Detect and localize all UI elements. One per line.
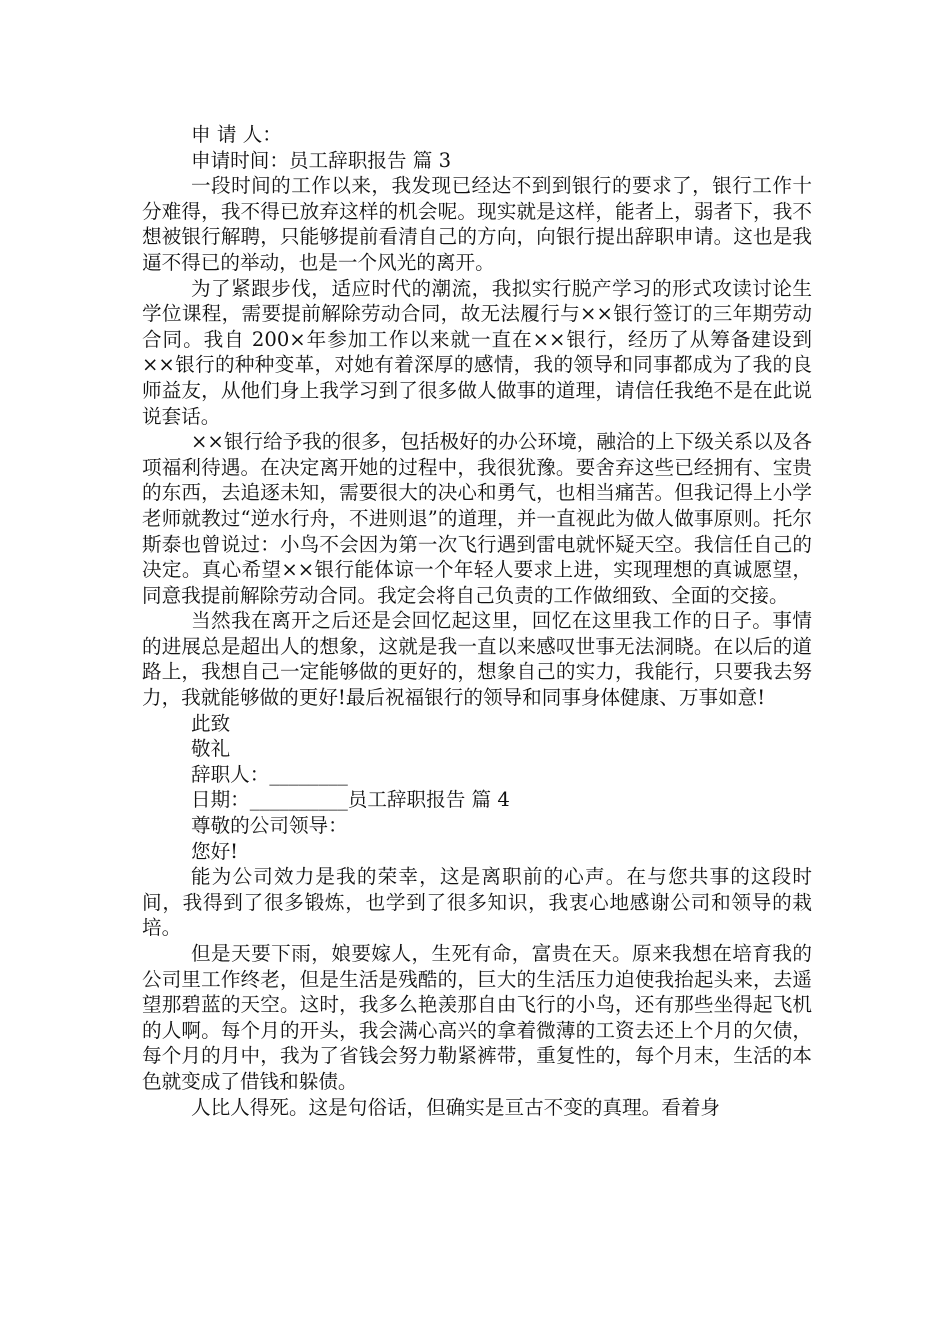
applicant-line: 申 请 人： — [191, 123, 282, 146]
date-line: 日期：__________员工辞职报告 篇 4 — [191, 788, 510, 812]
paragraph-1: 一段时间的工作以来，我发现已经达不到到银行的要求了，银行工作十分难得，我不得已放弃这样的机会呢。现实就是这样，能者上，弱者下，我不想被银行解聘，只能够提前看清自己的方向，向银行提出辞职申请。这也是我逼不得已的举动，也是一个风光的离开。 — [142, 174, 812, 274]
closing-line-1: 此致 — [191, 711, 231, 735]
paragraph-7: 人比人得死。这是句俗话，但确实是亘古不变的真理。看着身 — [191, 1095, 721, 1119]
closing-line-2: 敬礼 — [191, 737, 231, 761]
paragraph-3: ××银行给予我的很多，包括极好的办公环境，融洽的上下级关系以及各项福利待遇。在决定离开她的过程中，我很犹豫。要舍弃这些已经拥有、宝贵的东西，去追逐未知，需要很大的决心和勇气，也相当痛苦。但我记得上小学老师就教过“逆水行舟，不进则退”的道理，并一直视此为做人做事原则。托尔斯泰也曾说过：小鸟不会因为第一次飞行遇到雷电就怀疑天空。我信任自己的决定。真心希望××银行能体谅一个年轻人要求上进，实现理想的真诚愿望，同意我提前解除劳动合同。我定会将自己负责的工作做细致、全面的交接。 — [142, 430, 812, 607]
paragraph-4: 当然我在离开之后还是会回忆起这里，回忆在这里我工作的日子。事情的进展总是超出人的想象，这就是我一直以来感叹世事无法洞晓。在以后的道路上，我想自己一定能够做的更好的，想象自己的实力，我能行，只要我去努力，我就能够做的更好!最后祝福银行的领导和同事身体健康、万事如意! — [142, 609, 812, 710]
salutation: 尊敬的公司领导： — [191, 814, 348, 838]
resigner-line: 辞职人：________ — [191, 762, 348, 786]
paragraph-2: 为了紧跟步伐，适应时代的潮流，我拟实行脱产学习的形式攻读讨论生学位课程，需要提前解除劳动合同，故无法履行与××银行签订的三年期劳动合同。我自 200×年参加工作以来就一直在××银行，经历了从筹备建设到××银行的种种变革，对她有着深厚的感情，我的领导和同事都成为了我的良师益友，从他们身上我学习到了很多做人做事的道理，请信任我绝不是在此说说套话。 — [142, 276, 812, 428]
apply-time-line: 申请时间：员工辞职报告 篇 3 — [191, 148, 452, 172]
greeting: 您好! — [191, 839, 239, 863]
document-page — [142, 122, 812, 1120]
paragraph-5: 能为公司效力是我的荣幸，这是离职前的心声。在与您共事的这段时间，我得到了很多锻炼，也学到了很多知识，我衷心地感谢公司和领导的栽培。 — [142, 865, 812, 940]
paragraph-6: 但是天要下雨，娘要嫁人，生死有命，富贵在天。原来我想在培育我的公司里工作终老，但是生活是残酷的，巨大的生活压力迫使我抬起头来，去遥望那碧蓝的天空。这时，我多么艳羡那自由飞行的小鸟，还有那些坐得起飞机的人啊。每个月的开头，我会满心高兴的拿着微薄的工资去还上个月的欠债，每个月的月中，我为了省钱会努力勒紧裤带，重复性的，每个月末，生活的本色就变成了借钱和躲债。 — [142, 942, 812, 1093]
